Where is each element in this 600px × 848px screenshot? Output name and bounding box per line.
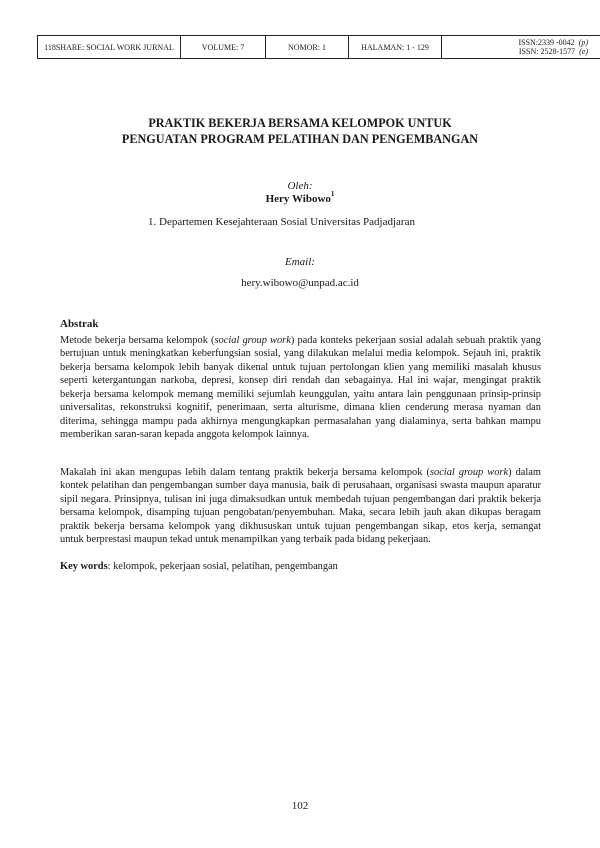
author-name-text: Hery Wibowo <box>265 193 331 205</box>
journal-name-cell <box>38 36 181 59</box>
journal-name: 118SHARE: SOCIAL WORK JURNAL <box>44 42 174 52</box>
abstract-p1-text-b: ) pada konteks pekerjaan sosial adalah sebuah praktik yang bertujuan untuk meningkatkan keberfungsian sosial, yang dilakukan melalui media kelompok. Sejauh ini, praktik bekerja bersama kelompok lebih banyak dikenal untuk tujuan pertolongan klien yang memiliki masalah khusus seperti ketergantungan narkoba, depresi, konsep diri rendah dan sebagainya. Hal ini wajar, mengingat praktik bekerja bersama kelompok memang memiliki sejumlah keunggulan, yaitu antara lain penggunaan prinsip-prinsip universalitas, rekonstruksi kognitif, penerimaan, serta alturisme, dimana klien cenderung merasa nyaman dan diterima, sehingga mampu pada akhirnya mengungkapkan permasalahan yang dialaminya, serta bahkan mampu memberikan saran-saran kepada anggota kelompok lainnya. <box>60 335 541 441</box>
volume-cell <box>181 36 266 59</box>
halaman: HALAMAN: 1 - 129 <box>361 42 429 52</box>
issn-online: ISSN: 2528-1577 <box>518 47 576 56</box>
email-label: Email: <box>285 256 315 268</box>
issn-cell <box>442 36 600 59</box>
oleh-label: Oleh: <box>287 180 313 192</box>
abstract-p2-text-a: Makalah ini akan mengupas lebih dalam tentang praktik bekerja bersama kelompok ( <box>60 467 430 478</box>
author-name <box>0 190 600 206</box>
abstract-p1-italic: social group work <box>214 335 291 346</box>
journal-header-table <box>37 35 600 59</box>
halaman-cell <box>349 36 442 59</box>
author-email: hery.wibowo@unpad.ac.id <box>241 277 359 289</box>
paper-title <box>60 115 540 147</box>
keywords-label: Key words <box>60 561 108 572</box>
keywords-line <box>60 560 338 573</box>
abstract-heading: Abstrak <box>60 318 99 330</box>
volume: VOLUME: 7 <box>201 42 245 52</box>
paper-title-line-2: PENGUATAN PROGRAM PELATIHAN DAN PENGEMBANGAN <box>121 132 479 146</box>
keywords-text: : kelompok, pekerjaan sosial, pelatihan, pengembangan <box>107 561 338 572</box>
abstract-p1-text-a: Metode bekerja bersama kelompok ( <box>60 335 215 346</box>
abstract-p2-text-b: ) dalam kontek pelatihan dan pengembangan sumber daya manusia, baik di perusahaan, organisasi swasta maupun aparatur sipil negara. Prinsipnya, tulisan ini juga dimaksudkan untuk membedah tujuan pengembangan dari praktik bekerja bersama kelompok, disamping tujuan pengobatan/penyembuhan. Maka, secara lebih jauh akan dikupas beragam praktik bekerja bersama kelompok yang dikhususkan untuk tujuan pengembangan sikap, etos kerja, semangat untuk berprestasi maupun tekad untuk menampilkan yang terbaik pada bidang pekerjaan. <box>60 467 541 546</box>
abstract-paragraph-1 <box>60 334 541 442</box>
nomor: NOMOR: 1 <box>287 42 326 52</box>
abstract-paragraph-2 <box>60 466 541 547</box>
page-number: 102 <box>291 800 309 812</box>
nomor-cell <box>266 36 349 59</box>
paper-title-line-1: PRAKTIK BEKERJA BERSAMA KELOMPOK UNTUK <box>148 116 452 130</box>
issn-print: ISSN:2339 -0042 <box>518 38 575 47</box>
author-affiliation: 1. Departemen Kesejahteraan Sosial Universitas Padjadjaran <box>148 216 415 228</box>
author-superscript: 1 <box>330 190 335 199</box>
abstract-p2-italic: social group work <box>429 467 509 478</box>
issn-online-tag: (e) <box>579 47 588 56</box>
issn-print-tag: (p) <box>578 38 588 47</box>
